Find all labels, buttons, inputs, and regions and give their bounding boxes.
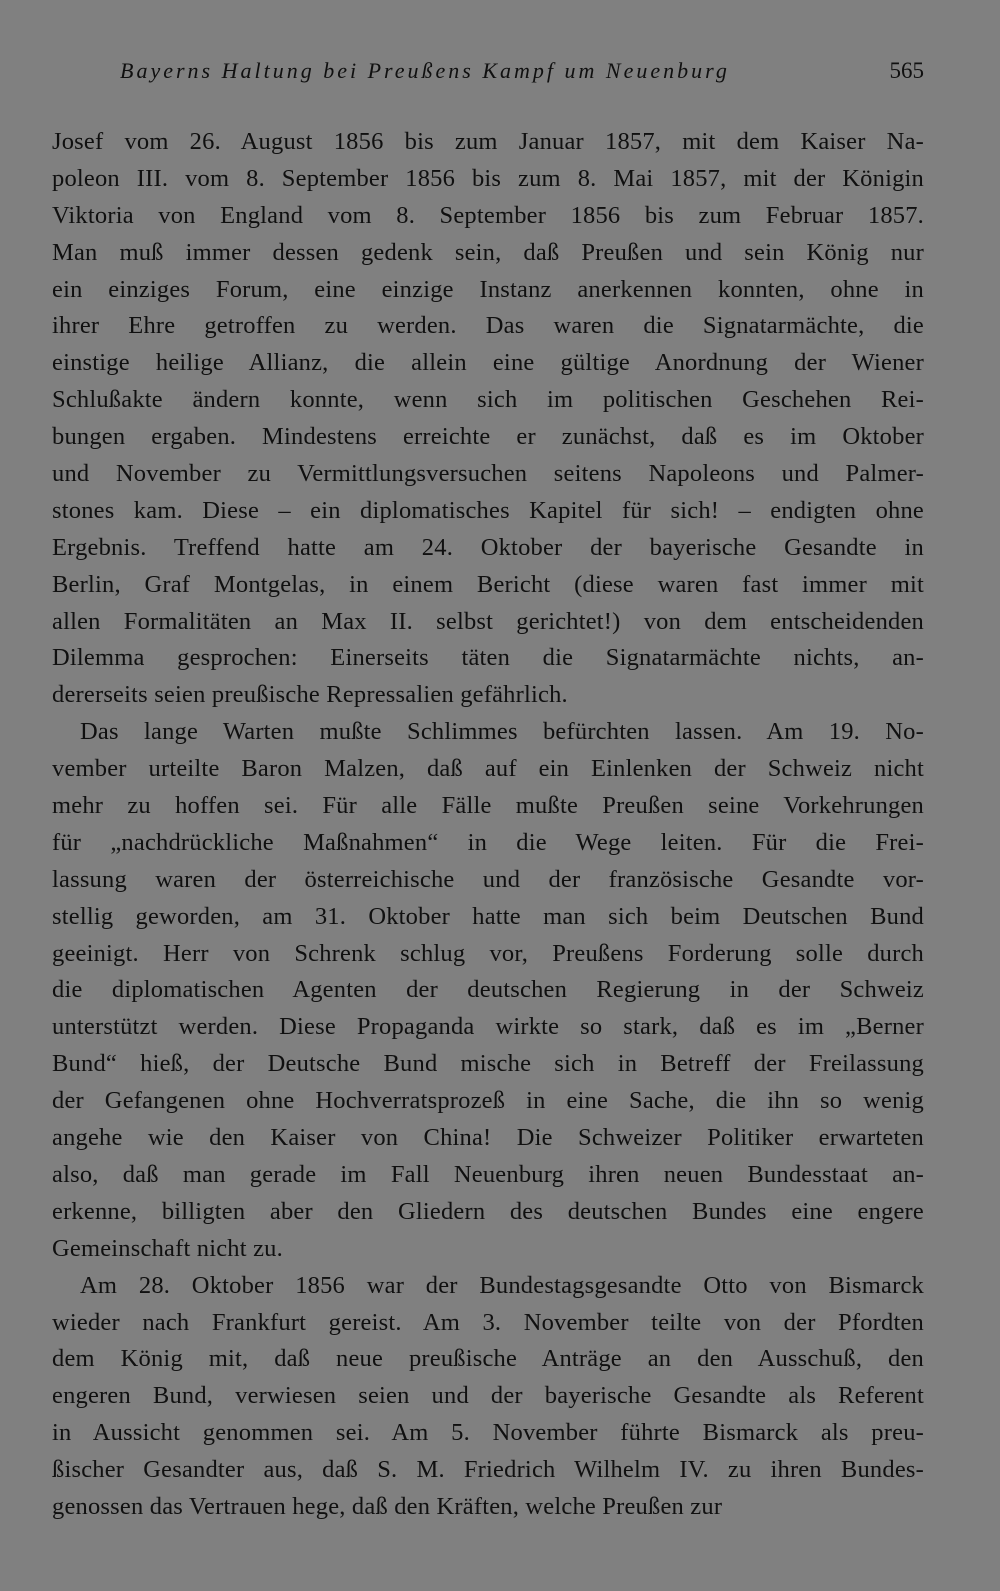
text-line: Dilemma gesprochen: Einerseits täten die Signatarmächte nichts, an- [52,644,924,672]
text-line: Bund“ hieß, der Deutsche Bund mische sich in Betreff der Freilassung [52,1050,924,1078]
paragraph [52,1268,924,1526]
book-page [52,58,924,1526]
text-line: angehe wie den Kaiser von China! Die Schweizer Politiker erwarteten [52,1124,924,1152]
text-line: stellig geworden, am 31. Oktober hatte man sich beim Deutschen Bund [52,902,924,930]
text-line: mehr zu hoffen sei. Für alle Fälle mußte Preußen seine Vorkehrungen [52,792,924,820]
text-line: bungen ergaben. Mindestens erreichte er zunächst, daß es im Oktober [52,423,924,451]
text-line: Viktoria von England vom 8. September 1856 bis zum Februar 1857. [52,201,924,229]
text-line: einstige heilige Allianz, die allein eine gültige Anordnung der Wiener [52,349,924,377]
text-line: die diplomatischen Agenten der deutschen Regierung in der Schweiz [52,976,924,1004]
text-line: der Gefangenen ohne Hochverratsprozeß in eine Sache, die ihn so wenig [52,1087,924,1115]
text-line: in Aussicht genommen sei. Am 5. November führte Bismarck als preu- [52,1419,924,1447]
text-line: dererseits seien preußische Repressalien gefährlich. [52,681,568,709]
paragraph [52,124,924,714]
running-title: Bayerns Haltung bei Preußens Kampf um Neuenburg [120,58,730,83]
paragraph [52,714,924,1267]
text-line: ihrer Ehre getroffen zu werden. Das waren die Signatarmächte, die [52,312,924,340]
text-line: ein einziges Forum, eine einzige Instanz anerkennen konnten, ohne in [52,275,924,303]
text-line: Ergebnis. Treffend hatte am 24. Oktober der bayerische Gesandte in [52,533,924,561]
text-line: und November zu Vermittlungsversuchen seitens Napoleons und Palmer- [52,460,924,488]
text-line: Am 28. Oktober 1856 war der Bundestagsgesandte Otto von Bismarck [80,1271,924,1299]
text-line: Man muß immer dessen gedenk sein, daß Preußen und sein König nur [52,238,924,266]
text-line: allen Formalitäten an Max II. selbst gerichtet!) von dem entscheidenden [52,607,924,635]
text-line: Das lange Warten mußte Schlimmes befürchten lassen. Am 19. No- [80,718,924,746]
text-line: Berlin, Graf Montgelas, in einem Bericht (diese waren fast immer mit [52,570,924,598]
text-line: genossen das Vertrauen hege, daß den Kräften, welche Preußen zur [52,1492,723,1520]
text-line: ßischer Gesandter aus, daß S. M. Friedrich Wilhelm IV. zu ihren Bundes- [52,1456,924,1484]
text-line: erkenne, billigten aber den Gliedern des deutschen Bundes eine engere [52,1197,924,1225]
page-number: 565 [889,58,924,83]
running-head [120,58,924,102]
text-line: engeren Bund, verwiesen seien und der bayerische Gesandte als Referent [52,1382,924,1410]
text-line: dem König mit, daß neue preußische Anträge an den Ausschuß, den [52,1345,924,1373]
text-line: also, daß man gerade im Fall Neuenburg ihren neuen Bundesstaat an- [52,1160,924,1188]
text-line: poleon III. vom 8. September 1856 bis zum 8. Mai 1857, mit der Königin [52,164,924,192]
body-text [52,124,924,1526]
text-line: vember urteilte Baron Malzen, daß auf ein Einlenken der Schweiz nicht [52,755,924,783]
text-line: Josef vom 26. August 1856 bis zum Januar 1857, mit dem Kaiser Na- [52,128,924,155]
text-line: lassung waren der österreichische und der französische Gesandte vor- [52,865,924,893]
text-line: stones kam. Diese – ein diplomatisches Kapitel für sich! – endigten ohne [52,496,924,524]
text-line: Schlußakte ändern konnte, wenn sich im politischen Geschehen Rei- [52,386,924,414]
text-line: geeinigt. Herr von Schrenk schlug vor, Preußens Forderung solle durch [52,939,924,967]
text-line: Gemeinschaft nicht zu. [52,1234,283,1262]
text-line: wieder nach Frankfurt gereist. Am 3. November teilte von der Pfordten [52,1308,924,1336]
text-line: für „nachdrückliche Maßnahmen“ in die Wege leiten. Für die Frei- [52,828,924,856]
text-line: unterstützt werden. Diese Propaganda wirkte so stark, daß es im „Berner [52,1013,924,1041]
